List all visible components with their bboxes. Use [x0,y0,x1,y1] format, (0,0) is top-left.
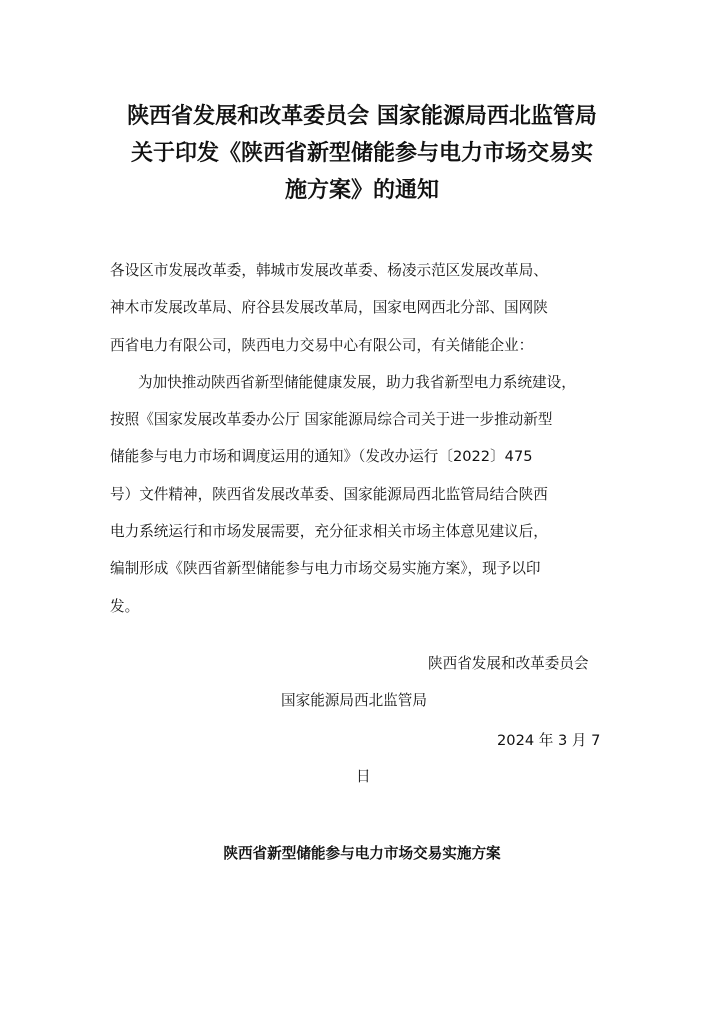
body-line: 电力系统运行和市场发展需要，充分征求相关市场主体意见建议后， [110,523,548,541]
signatory-ndrc: 陕西省发展和改革委员会 [428,655,589,672]
addressee-line: 西省电力有限公司，陕西电力交易中心有限公司，有关储能企业： [110,336,534,354]
plan-title: 陕西省新型储能参与电力市场交易实施方案 [223,845,501,862]
issue-date: 2024 年 3 月 7 [497,732,601,749]
body-line: 为加快推动陕西省新型储能健康发展，助力我省新型电力系统建设， [138,373,576,391]
notice-title-line: 陕西省发展和改革委员会 国家能源局西北监管局 [127,104,597,129]
body-line: 编制形成《陕西省新型储能参与电力市场交易实施方案》，现予以印 [110,560,541,578]
body-line: 储能参与电力市场和调度运用的通知》（发改办运行〔2022〕475 [110,448,533,466]
body-line: 号）文件精神，陕西省发展改革委、国家能源局西北监管局结合陕西 [110,485,548,503]
addressee-line: 各设区市发展改革委，韩城市发展改革委、杨凌示范区发展改革局、 [110,262,548,279]
body-line: 发。 [110,597,140,615]
addressee-line: 神木市发展改革局、府谷县发展改革局，国家电网西北分部、国网陕 [110,299,548,317]
issue-date-day: 日 [356,768,371,785]
notice-title [90,98,634,209]
notice-title-line: 施方案》的通知 [284,178,439,203]
notice-body [110,252,630,625]
body-line: 按照《国家发展改革委办公厅 国家能源局综合司关于进一步推动新型 [110,411,553,429]
notice-title-line: 关于印发《陕西省新型储能参与电力市场交易实 [130,141,593,166]
signatory-nea: 国家能源局西北监管局 [281,692,427,709]
